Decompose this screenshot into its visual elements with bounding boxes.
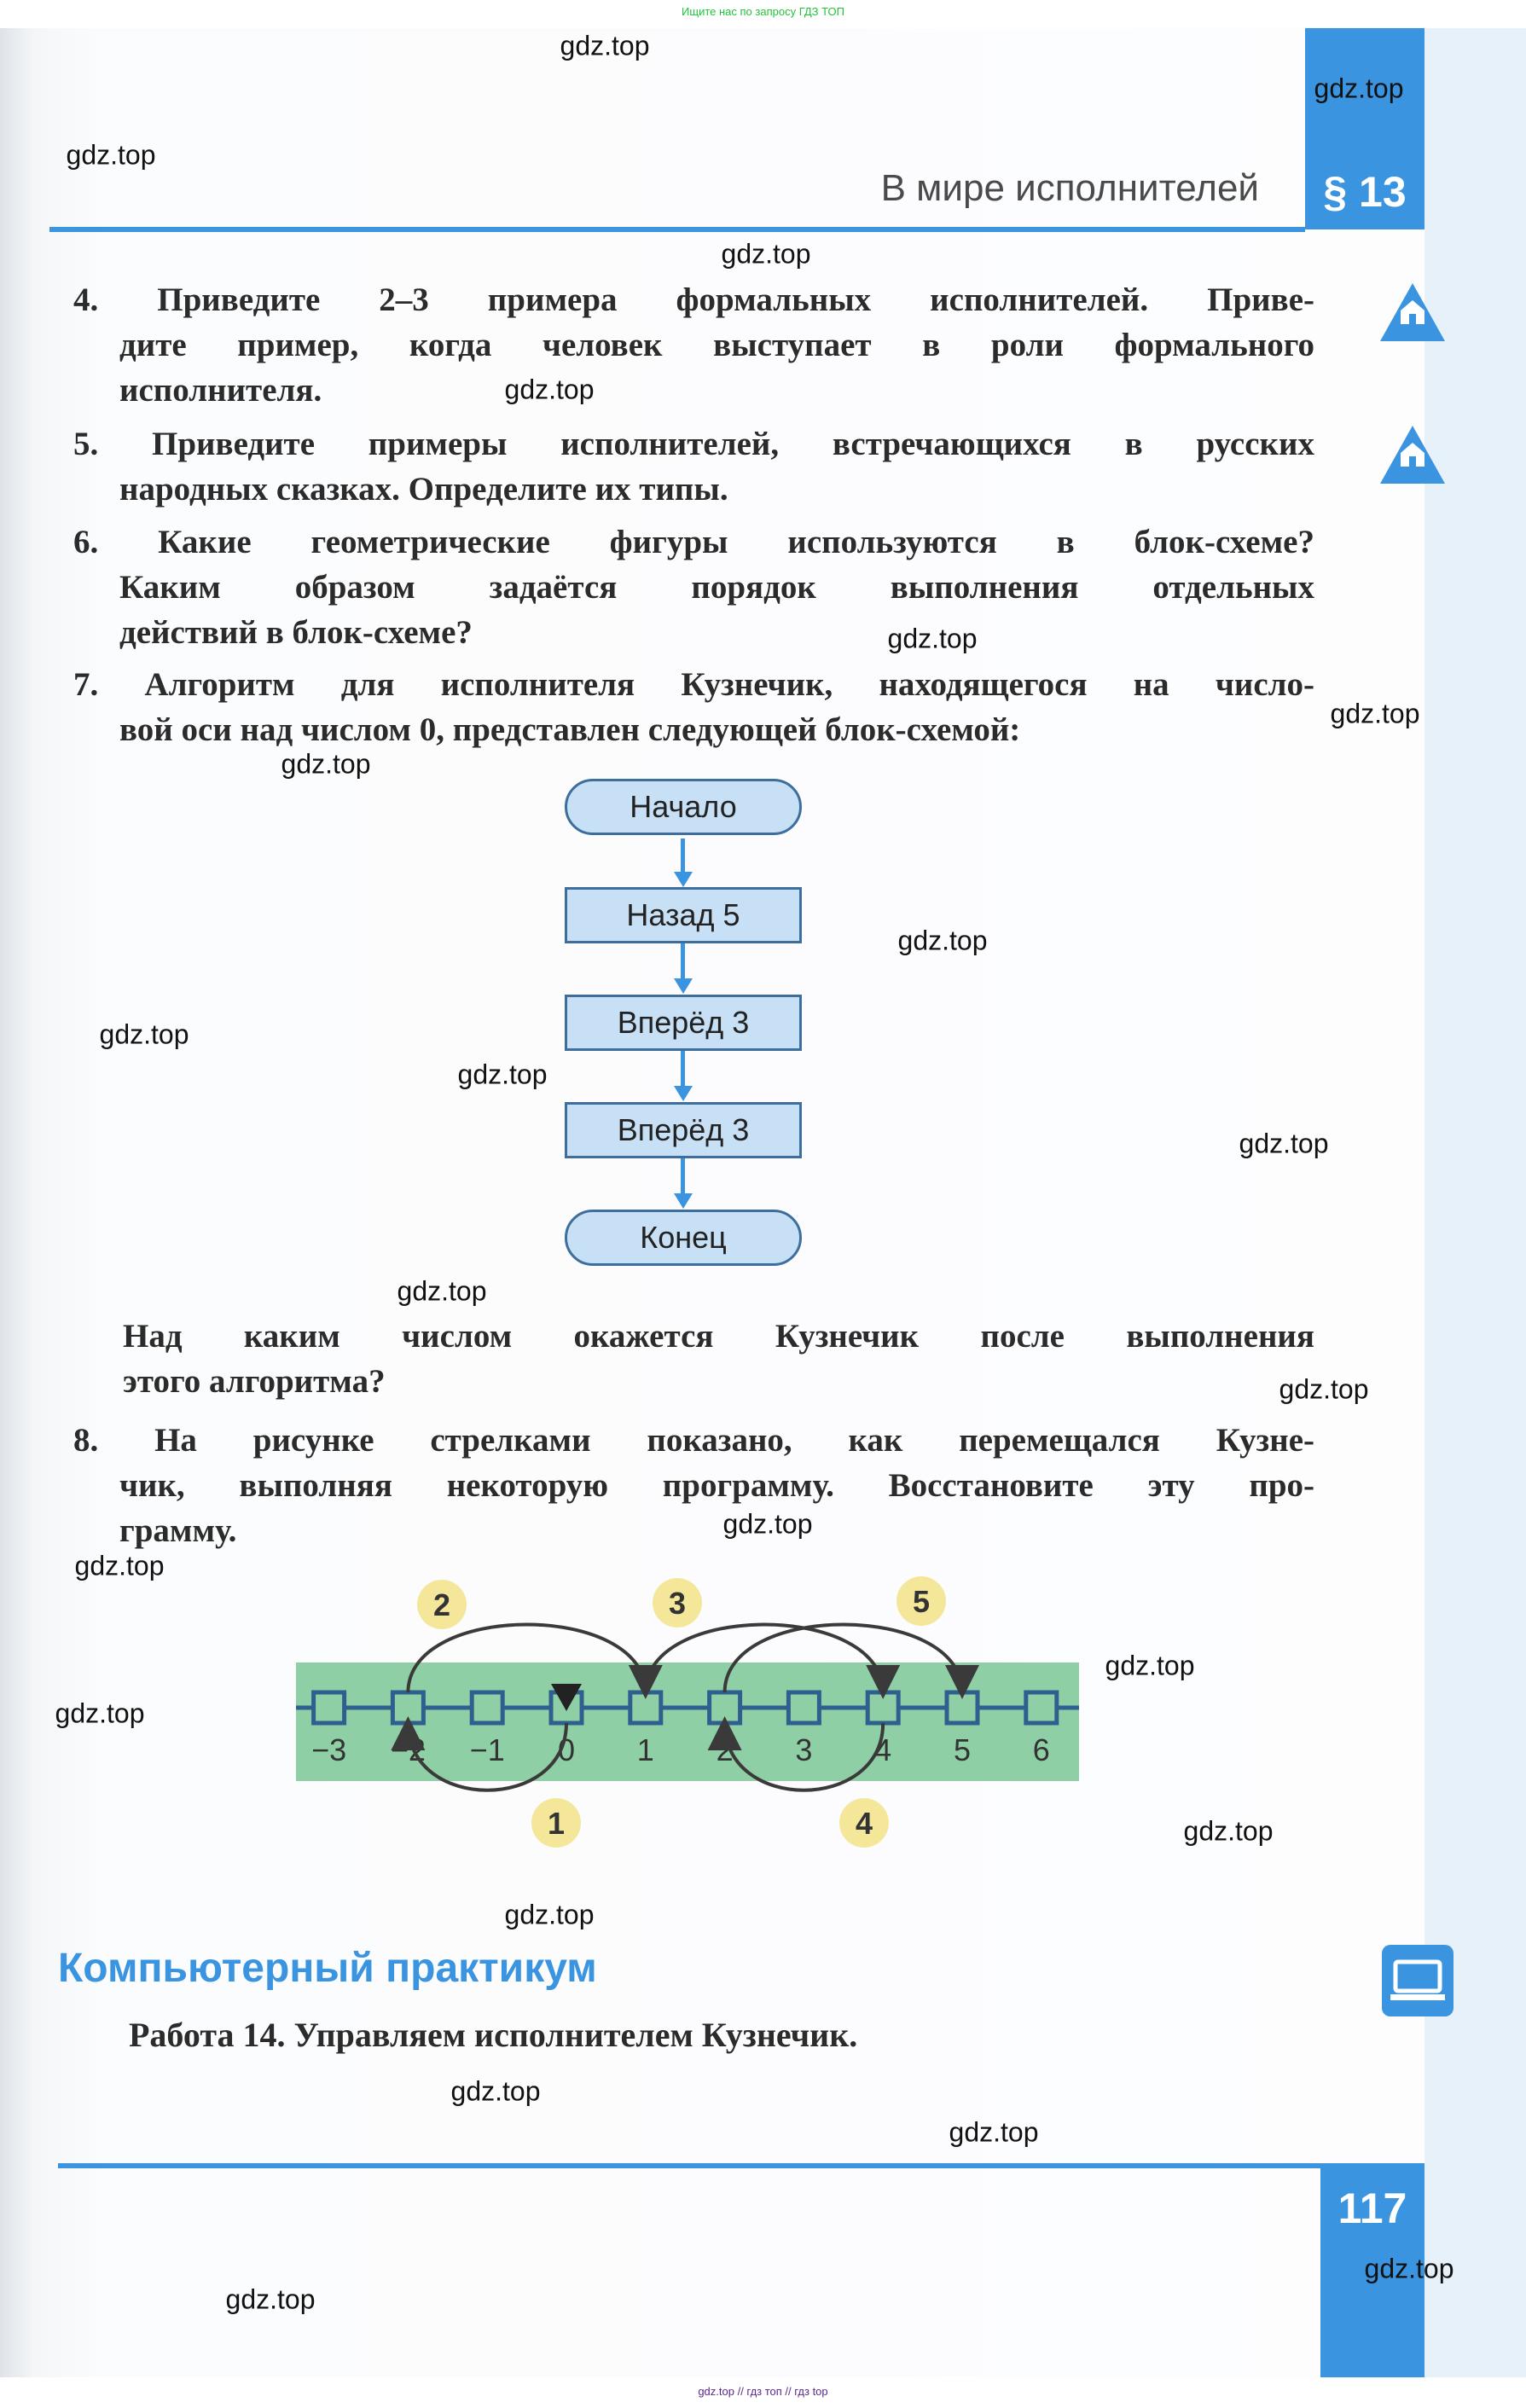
flow-arrow bbox=[681, 943, 685, 979]
text-line: действий в блок-схеме? bbox=[119, 614, 473, 651]
text-line: исполнителя. bbox=[119, 372, 322, 409]
arrow-head bbox=[674, 978, 693, 994]
text-line: этого алгоритма? bbox=[123, 1363, 386, 1400]
watermark: gdz.top bbox=[504, 1899, 595, 1930]
step-number: 2 bbox=[432, 1587, 451, 1622]
number-line-cell bbox=[867, 1692, 898, 1723]
axis-label: 5 bbox=[953, 1732, 972, 1767]
watermark: gdz.top bbox=[1314, 73, 1404, 104]
question-6 bbox=[73, 519, 1314, 655]
watermark: gdz.top bbox=[1105, 1650, 1195, 1681]
text-line: народных сказках. Определите их типы. bbox=[119, 471, 728, 508]
watermark: gdz.top bbox=[949, 2116, 1039, 2148]
number-line-diagram bbox=[0, 1570, 1526, 1860]
axis-label: 1 bbox=[636, 1732, 654, 1767]
footer-divider bbox=[58, 2163, 1320, 2168]
number-line-cell bbox=[472, 1692, 502, 1723]
flowchart-end: Конец bbox=[565, 1210, 802, 1266]
home-task-icon bbox=[1378, 281, 1447, 343]
number-line-cell bbox=[788, 1692, 819, 1723]
step-number: 1 bbox=[547, 1806, 566, 1841]
axis-label: −2 bbox=[390, 1732, 426, 1767]
flowchart-start: Начало bbox=[565, 779, 802, 835]
practicum-heading: Компьютерный практикум bbox=[58, 1946, 597, 1991]
watermark: gdz.top bbox=[1183, 1815, 1274, 1847]
step-number: 5 bbox=[912, 1584, 931, 1619]
question-8 bbox=[73, 1418, 1314, 1553]
arrow-head bbox=[674, 1086, 693, 1101]
number-line-cell bbox=[947, 1692, 978, 1723]
axis-label: 6 bbox=[1032, 1732, 1050, 1767]
watermark: gdz.top bbox=[897, 925, 988, 956]
arrow-head bbox=[674, 1193, 693, 1209]
axis-label: 3 bbox=[795, 1732, 813, 1767]
number-line-cell bbox=[392, 1692, 423, 1723]
step-number: 4 bbox=[855, 1806, 873, 1841]
watermark: gdz.top bbox=[504, 374, 595, 405]
watermark: gdz.top bbox=[1279, 1373, 1369, 1405]
question-4 bbox=[73, 277, 1314, 413]
watermark: gdz.top bbox=[887, 623, 978, 654]
section-number: § 13 bbox=[1323, 168, 1407, 216]
watermark: gdz.top bbox=[397, 1275, 487, 1307]
header-divider bbox=[49, 227, 1305, 232]
computer-icon bbox=[1382, 1945, 1453, 2016]
practicum-work: Работа 14. Управляем исполнителем Кузнечик. bbox=[129, 2016, 858, 2054]
page-number: 117 bbox=[1337, 2185, 1407, 2232]
number-line-cell bbox=[710, 1692, 740, 1723]
watermark: gdz.top bbox=[457, 1059, 548, 1090]
flow-arrow bbox=[681, 1051, 685, 1087]
text-line: грамму. bbox=[119, 1512, 237, 1549]
text-line: 6. Какие геометрические фигуры используются в блок-схеме? bbox=[73, 524, 1314, 560]
arrow-head bbox=[674, 872, 693, 887]
number-line-cell bbox=[314, 1692, 345, 1723]
watermark: gdz.top bbox=[281, 748, 371, 780]
watermark: gdz.top bbox=[55, 1697, 145, 1729]
text-line: 8. На рисунке стрелками показано, как перемещался Кузне- bbox=[73, 1422, 1314, 1459]
watermark: gdz.top bbox=[99, 1018, 189, 1050]
question-7-followup bbox=[123, 1314, 1314, 1404]
text-line: вой оси над числом 0, представлен следующей блок-схемой: bbox=[119, 711, 1021, 748]
axis-label: 0 bbox=[557, 1732, 576, 1767]
text-line: дите пример, когда человек выступает в роли формального bbox=[119, 327, 1314, 363]
flow-arrow bbox=[681, 838, 685, 873]
watermark: gdz.top bbox=[722, 1508, 813, 1540]
text-line: Каким образом задаётся порядок выполнения отдельных bbox=[119, 569, 1314, 606]
footer-note: gdz.top // гдз топ // гдз top bbox=[698, 2385, 828, 2398]
watermark: gdz.top bbox=[1330, 698, 1420, 729]
watermark: gdz.top bbox=[721, 238, 811, 270]
watermark: gdz.top bbox=[74, 1550, 165, 1581]
axis-label: −1 bbox=[469, 1732, 505, 1767]
watermark: gdz.top bbox=[560, 30, 650, 61]
watermark: gdz.top bbox=[450, 2075, 541, 2107]
watermark: gdz.top bbox=[1239, 1128, 1329, 1159]
flowchart-step-back-5: Назад 5 bbox=[565, 887, 802, 943]
watermark: gdz.top bbox=[66, 139, 156, 171]
text-line: Над каким числом окажется Кузнечик после выполнения bbox=[123, 1318, 1314, 1355]
axis-label: 4 bbox=[874, 1732, 892, 1767]
text-line: 4. Приведите 2–3 примера формальных исполнителей. Приве- bbox=[73, 281, 1314, 318]
flow-arrow bbox=[681, 1158, 685, 1194]
chapter-title: В мире исполнителей bbox=[880, 167, 1259, 209]
question-7 bbox=[73, 662, 1314, 752]
flowchart-step-forward-3: Вперёд 3 bbox=[565, 1102, 802, 1158]
text-line: чик, выполняя некоторую программу. Восстановите эту про- bbox=[119, 1467, 1314, 1504]
axis-label: 2 bbox=[716, 1732, 734, 1767]
number-line-cell bbox=[630, 1692, 661, 1723]
question-5 bbox=[73, 421, 1314, 512]
text-line: 5. Приведите примеры исполнителей, встречающихся в русских bbox=[73, 426, 1314, 462]
home-task-icon bbox=[1378, 424, 1447, 485]
page-margin-strip bbox=[1424, 28, 1526, 2377]
watermark: gdz.top bbox=[1364, 2253, 1454, 2284]
number-line-cell bbox=[1026, 1692, 1057, 1723]
axis-label: −3 bbox=[311, 1732, 347, 1767]
watermark: gdz.top bbox=[225, 2283, 316, 2315]
step-number: 3 bbox=[668, 1586, 687, 1621]
text-line: 7. Алгоритм для исполнителя Кузнечик, находящегося на числo- bbox=[73, 666, 1314, 703]
top-note: Ищите нас по запросу ГДЗ ТОП bbox=[682, 5, 844, 18]
flowchart-step-forward-3: Вперёд 3 bbox=[565, 995, 802, 1051]
